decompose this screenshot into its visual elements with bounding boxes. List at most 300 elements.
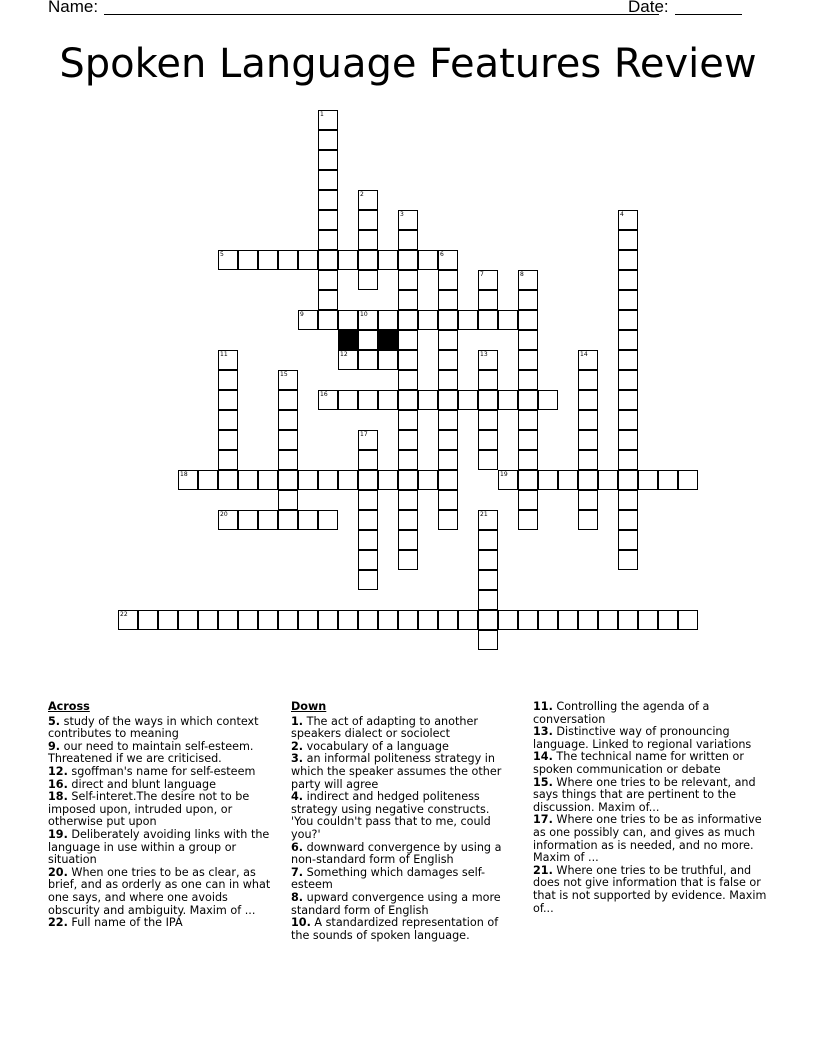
clue-item bbox=[533, 726, 769, 751]
grid-cell[interactable] bbox=[438, 310, 458, 330]
grid-cell[interactable] bbox=[478, 410, 498, 430]
clue-item bbox=[291, 716, 509, 741]
grid-cell-blocked bbox=[338, 330, 358, 350]
grid-cell[interactable] bbox=[618, 470, 638, 490]
grid-cell[interactable] bbox=[278, 490, 298, 510]
clue-item bbox=[533, 865, 769, 915]
grid-cell[interactable] bbox=[418, 390, 438, 410]
grid-cell-blocked bbox=[378, 330, 398, 350]
grid-cell[interactable] bbox=[358, 530, 378, 550]
grid-cell[interactable] bbox=[318, 110, 338, 130]
grid-cell[interactable] bbox=[438, 510, 458, 530]
grid-cell[interactable] bbox=[398, 310, 418, 330]
clue-item-number: 14. bbox=[533, 750, 553, 764]
clue-item bbox=[291, 867, 509, 892]
grid-cell[interactable] bbox=[398, 330, 418, 350]
grid-cell[interactable] bbox=[498, 310, 518, 330]
grid-cell[interactable] bbox=[678, 610, 698, 630]
grid-cell[interactable] bbox=[178, 610, 198, 630]
grid-cell[interactable] bbox=[438, 270, 458, 290]
grid-cell[interactable] bbox=[278, 370, 298, 390]
grid-cell[interactable] bbox=[578, 430, 598, 450]
grid-cell[interactable] bbox=[438, 410, 458, 430]
down-heading: Down bbox=[291, 700, 327, 713]
grid-cell[interactable] bbox=[518, 470, 538, 490]
clue-number: 7 bbox=[480, 271, 484, 278]
grid-cell[interactable] bbox=[478, 270, 498, 290]
clue-item-text: vocabulary of a language bbox=[306, 739, 449, 753]
clue-item-number: 17. bbox=[533, 813, 553, 827]
clue-item-number: 7. bbox=[291, 865, 304, 879]
across-clues bbox=[48, 701, 280, 930]
grid-cell[interactable] bbox=[518, 510, 538, 530]
down-clues-continued bbox=[533, 701, 769, 915]
grid-cell[interactable] bbox=[618, 330, 638, 350]
grid-cell[interactable] bbox=[478, 430, 498, 450]
grid-cell[interactable] bbox=[318, 150, 338, 170]
grid-cell[interactable] bbox=[438, 370, 458, 390]
grid-cell[interactable] bbox=[218, 410, 238, 430]
grid-cell[interactable] bbox=[358, 470, 378, 490]
clue-item bbox=[48, 917, 280, 930]
clue-item-number: 21. bbox=[533, 863, 553, 877]
grid-cell[interactable] bbox=[578, 390, 598, 410]
grid-cell[interactable] bbox=[158, 610, 178, 630]
grid-cell[interactable] bbox=[278, 610, 298, 630]
grid-cell[interactable] bbox=[538, 610, 558, 630]
clue-item-text: When one tries to be as clear, as brief, and as orderly as one can in what one says, and where one avoids obscurity and ambiguity. Maxim of ... bbox=[48, 865, 271, 917]
clue-number: 13 bbox=[480, 351, 488, 358]
grid-cell[interactable] bbox=[618, 290, 638, 310]
grid-cell[interactable] bbox=[398, 350, 418, 370]
page-title: Spoken Language Features Review bbox=[59, 41, 757, 87]
grid-cell[interactable] bbox=[438, 430, 458, 450]
clue-item-number: 16. bbox=[48, 777, 68, 791]
grid-cell[interactable] bbox=[398, 550, 418, 570]
clue-number: 14 bbox=[580, 351, 588, 358]
grid-cell[interactable] bbox=[598, 470, 618, 490]
grid-cell[interactable] bbox=[438, 470, 458, 490]
grid-cell[interactable] bbox=[618, 270, 638, 290]
grid-cell[interactable] bbox=[318, 310, 338, 330]
grid-cell[interactable] bbox=[358, 310, 378, 330]
grid-cell[interactable] bbox=[278, 250, 298, 270]
clue-item bbox=[48, 791, 280, 829]
grid-cell[interactable] bbox=[418, 250, 438, 270]
grid-cell[interactable] bbox=[358, 550, 378, 570]
grid-cell[interactable] bbox=[398, 530, 418, 550]
grid-cell[interactable] bbox=[478, 610, 498, 630]
grid-cell[interactable] bbox=[398, 610, 418, 630]
grid-cell[interactable] bbox=[338, 310, 358, 330]
grid-cell[interactable] bbox=[638, 610, 658, 630]
grid-cell[interactable] bbox=[478, 510, 498, 530]
grid-cell[interactable] bbox=[478, 310, 498, 330]
grid-cell[interactable] bbox=[618, 490, 638, 510]
clue-item bbox=[291, 917, 509, 942]
grid-cell[interactable] bbox=[298, 610, 318, 630]
grid-cell[interactable] bbox=[418, 470, 438, 490]
clue-item-number: 10. bbox=[291, 916, 311, 930]
clue-item-number: 18. bbox=[48, 790, 68, 804]
grid-cell[interactable] bbox=[378, 310, 398, 330]
grid-cell[interactable] bbox=[418, 610, 438, 630]
grid-cell[interactable] bbox=[518, 290, 538, 310]
grid-cell[interactable] bbox=[518, 350, 538, 370]
grid-cell[interactable] bbox=[438, 290, 458, 310]
clue-item-text: Controlling the agenda of a conversation bbox=[533, 700, 710, 726]
grid-cell[interactable] bbox=[298, 510, 318, 530]
grid-cell[interactable] bbox=[518, 310, 538, 330]
grid-cell[interactable] bbox=[618, 450, 638, 470]
grid-cell[interactable] bbox=[458, 310, 478, 330]
grid-cell[interactable] bbox=[618, 510, 638, 530]
grid-cell[interactable] bbox=[338, 610, 358, 630]
grid-cell[interactable] bbox=[218, 250, 238, 270]
grid-cell[interactable] bbox=[458, 390, 478, 410]
grid-cell[interactable] bbox=[218, 450, 238, 470]
grid-cell[interactable] bbox=[358, 350, 378, 370]
grid-cell[interactable] bbox=[538, 470, 558, 490]
grid-cell[interactable] bbox=[618, 610, 638, 630]
grid-cell[interactable] bbox=[258, 250, 278, 270]
clue-item bbox=[48, 829, 280, 867]
grid-cell[interactable] bbox=[478, 390, 498, 410]
clue-number: 18 bbox=[180, 471, 188, 478]
clue-number: 3 bbox=[400, 211, 404, 218]
clue-item-text: indirect and hedged politeness strategy using negative constructs. 'You couldn't pass that to me, could you?' bbox=[291, 790, 491, 841]
grid-cell[interactable] bbox=[478, 450, 498, 470]
grid-cell[interactable] bbox=[318, 130, 338, 150]
grid-cell[interactable] bbox=[318, 510, 338, 530]
grid-cell[interactable] bbox=[418, 310, 438, 330]
clue-number: 21 bbox=[480, 511, 488, 518]
down-clue-list-continued bbox=[533, 701, 769, 915]
clue-number: 10 bbox=[360, 311, 368, 318]
clue-item-text: Where one tries to be relevant, and says things that are pertinent to the discussion. Maxim of... bbox=[533, 775, 756, 814]
grid-cell[interactable] bbox=[378, 350, 398, 370]
grid-cell[interactable] bbox=[318, 390, 338, 410]
clue-number: 11 bbox=[220, 351, 228, 358]
clue-item bbox=[48, 716, 280, 741]
grid-cell[interactable] bbox=[358, 610, 378, 630]
grid-cell[interactable] bbox=[298, 310, 318, 330]
grid-cell[interactable] bbox=[478, 630, 498, 650]
clue-item-text: our need to maintain self-esteem. Threatened if we are criticised. bbox=[48, 739, 254, 766]
clue-number: 1 bbox=[320, 111, 324, 118]
grid-cell[interactable] bbox=[398, 510, 418, 530]
grid-cell[interactable] bbox=[258, 510, 278, 530]
grid-cell[interactable] bbox=[518, 410, 538, 430]
clue-item-text: A standardized representation of the sounds of spoken language. bbox=[291, 916, 499, 942]
grid-cell[interactable] bbox=[358, 510, 378, 530]
clue-item bbox=[533, 814, 769, 864]
clue-item-number: 13. bbox=[533, 725, 553, 739]
clue-item-number: 22. bbox=[48, 916, 68, 930]
grid-cell[interactable] bbox=[658, 610, 678, 630]
clue-item-text: Deliberately avoiding links with the language in use within a group or situation bbox=[48, 827, 270, 867]
clue-item-text: Distinctive way of pronouncing language. Linked to regional variations bbox=[533, 725, 752, 751]
grid-cell[interactable] bbox=[278, 470, 298, 490]
down-clues bbox=[291, 701, 509, 942]
clue-item-text: an informal politeness strategy in which the speaker assumes the other party will agree bbox=[291, 752, 502, 791]
grid-cell[interactable] bbox=[578, 510, 598, 530]
grid-cell[interactable] bbox=[358, 330, 378, 350]
grid-cell[interactable] bbox=[258, 610, 278, 630]
grid-cell[interactable] bbox=[278, 450, 298, 470]
grid-cell[interactable] bbox=[398, 390, 418, 410]
grid-cell[interactable] bbox=[318, 610, 338, 630]
grid-cell[interactable] bbox=[218, 510, 238, 530]
grid-cell[interactable] bbox=[438, 330, 458, 350]
clue-item-text: direct and blunt language bbox=[71, 777, 216, 791]
clue-item-number: 4. bbox=[291, 790, 304, 804]
across-clue-list bbox=[48, 716, 280, 930]
grid-cell[interactable] bbox=[498, 610, 518, 630]
clue-item bbox=[533, 777, 769, 815]
clue-item bbox=[291, 842, 509, 867]
grid-cell[interactable] bbox=[318, 270, 338, 290]
grid-cell[interactable] bbox=[678, 470, 698, 490]
date-label: Date: bbox=[628, 0, 669, 16]
grid-cell[interactable] bbox=[458, 610, 478, 630]
clue-item-text: sgoffman's name for self-esteem bbox=[71, 764, 256, 778]
grid-cell[interactable] bbox=[478, 370, 498, 390]
clue-number: 4 bbox=[620, 211, 624, 218]
grid-cell[interactable] bbox=[538, 390, 558, 410]
grid-cell[interactable] bbox=[518, 270, 538, 290]
grid-cell[interactable] bbox=[578, 410, 598, 430]
grid-cell[interactable] bbox=[578, 450, 598, 470]
grid-cell[interactable] bbox=[378, 610, 398, 630]
grid-cell[interactable] bbox=[398, 490, 418, 510]
grid-cell[interactable] bbox=[378, 470, 398, 490]
clue-item-number: 19. bbox=[48, 827, 68, 841]
grid-cell[interactable] bbox=[258, 470, 278, 490]
grid-cell[interactable] bbox=[338, 350, 358, 370]
grid-cell[interactable] bbox=[238, 510, 258, 530]
grid-cell[interactable] bbox=[358, 430, 378, 450]
clue-item-number: 2. bbox=[291, 739, 304, 753]
grid-cell[interactable] bbox=[518, 490, 538, 510]
grid-cell[interactable] bbox=[398, 270, 418, 290]
clue-item bbox=[48, 741, 280, 766]
grid-cell[interactable] bbox=[638, 470, 658, 490]
grid-cell[interactable] bbox=[578, 490, 598, 510]
grid-cell[interactable] bbox=[618, 350, 638, 370]
clue-item-number: 1. bbox=[291, 714, 304, 728]
grid-cell[interactable] bbox=[438, 610, 458, 630]
grid-cell[interactable] bbox=[318, 190, 338, 210]
grid-cell[interactable] bbox=[338, 250, 358, 270]
grid-cell[interactable] bbox=[398, 410, 418, 430]
clue-item-number: 20. bbox=[48, 865, 68, 879]
grid-cell[interactable] bbox=[618, 310, 638, 330]
grid-cell[interactable] bbox=[238, 250, 258, 270]
grid-cell[interactable] bbox=[478, 350, 498, 370]
grid-cell[interactable] bbox=[498, 390, 518, 410]
grid-cell[interactable] bbox=[618, 410, 638, 430]
grid-cell[interactable] bbox=[518, 330, 538, 350]
grid-cell[interactable] bbox=[438, 490, 458, 510]
grid-cell[interactable] bbox=[198, 610, 218, 630]
clue-item-text: Full name of the IPA bbox=[71, 916, 183, 930]
clue-item-text: Something which damages self-esteem bbox=[291, 865, 486, 892]
grid-cell[interactable] bbox=[558, 610, 578, 630]
clue-number: 15 bbox=[280, 371, 288, 378]
clue-number: 9 bbox=[300, 311, 304, 318]
grid-cell[interactable] bbox=[378, 250, 398, 270]
grid-cell[interactable] bbox=[218, 430, 238, 450]
clue-item-number: 6. bbox=[291, 840, 304, 854]
grid-cell[interactable] bbox=[658, 470, 678, 490]
grid-cell[interactable] bbox=[218, 610, 238, 630]
grid-cell[interactable] bbox=[518, 390, 538, 410]
grid-cell[interactable] bbox=[518, 370, 538, 390]
grid-cell[interactable] bbox=[618, 250, 638, 270]
grid-cell[interactable] bbox=[338, 390, 358, 410]
grid-cell[interactable] bbox=[238, 470, 258, 490]
grid-cell[interactable] bbox=[598, 610, 618, 630]
clue-item-number: 11. bbox=[533, 700, 553, 713]
grid-cell[interactable] bbox=[618, 390, 638, 410]
clue-number: 20 bbox=[220, 511, 228, 518]
grid-cell[interactable] bbox=[558, 470, 578, 490]
grid-cell[interactable] bbox=[298, 470, 318, 490]
grid-cell[interactable] bbox=[318, 170, 338, 190]
grid-cell[interactable] bbox=[618, 230, 638, 250]
grid-cell[interactable] bbox=[398, 250, 418, 270]
clue-item-number: 5. bbox=[48, 714, 61, 728]
clue-number: 16 bbox=[320, 391, 328, 398]
grid-cell[interactable] bbox=[218, 470, 238, 490]
grid-cell[interactable] bbox=[618, 550, 638, 570]
grid-cell[interactable] bbox=[398, 430, 418, 450]
grid-cell[interactable] bbox=[358, 570, 378, 590]
grid-cell[interactable] bbox=[518, 430, 538, 450]
grid-cell[interactable] bbox=[358, 270, 378, 290]
clue-item-text: downward convergence by using a non-standard form of English bbox=[291, 840, 502, 867]
clue-item bbox=[48, 867, 280, 917]
clue-item-number: 12. bbox=[48, 764, 68, 778]
grid-cell[interactable] bbox=[618, 370, 638, 390]
clue-item-text: The act of adapting to another speakers dialect or sociolect bbox=[291, 714, 478, 741]
grid-cell[interactable] bbox=[398, 470, 418, 490]
clue-number: 22 bbox=[120, 611, 128, 618]
grid-cell[interactable] bbox=[478, 550, 498, 570]
grid-cell[interactable] bbox=[438, 450, 458, 470]
grid-cell[interactable] bbox=[398, 370, 418, 390]
grid-cell[interactable] bbox=[358, 210, 378, 230]
grid-cell[interactable] bbox=[578, 470, 598, 490]
clue-item bbox=[533, 701, 769, 726]
clue-number: 19 bbox=[500, 471, 508, 478]
grid-cell[interactable] bbox=[298, 250, 318, 270]
clue-item-number: 3. bbox=[291, 752, 304, 766]
grid-cell[interactable] bbox=[398, 230, 418, 250]
clue-item-text: upward convergence using a more standard form of English bbox=[291, 890, 501, 917]
grid-cell[interactable] bbox=[358, 190, 378, 210]
grid-cell[interactable] bbox=[178, 470, 198, 490]
clue-number: 2 bbox=[360, 191, 364, 198]
clue-number: 8 bbox=[520, 271, 524, 278]
clue-number: 5 bbox=[220, 251, 224, 258]
clue-number: 6 bbox=[440, 251, 444, 258]
grid-cell[interactable] bbox=[198, 470, 218, 490]
grid-cell[interactable] bbox=[518, 610, 538, 630]
clue-item-text: study of the ways in which context contributes to meaning bbox=[48, 714, 259, 741]
grid-cell[interactable] bbox=[138, 610, 158, 630]
grid-cell[interactable] bbox=[118, 610, 138, 630]
grid-cell[interactable] bbox=[358, 490, 378, 510]
grid-cell[interactable] bbox=[278, 410, 298, 430]
name-label: Name: bbox=[48, 0, 99, 16]
grid-cell[interactable] bbox=[618, 430, 638, 450]
clue-item bbox=[533, 751, 769, 776]
grid-cell[interactable] bbox=[218, 390, 238, 410]
clue-item-text: Self-interet.The desire not to be imposed upon, intruded upon, or otherwise put upon bbox=[48, 790, 250, 829]
grid-cell[interactable] bbox=[278, 390, 298, 410]
clue-item bbox=[291, 791, 509, 841]
clue-item-text: Where one tries to be as informative as one possibly can, and gives as much information as is needed, and no more. Maxim of ... bbox=[533, 813, 762, 865]
clue-item-text: The technical name for written or spoken communication or debate bbox=[533, 750, 744, 776]
grid-cell[interactable] bbox=[338, 470, 358, 490]
grid-cell[interactable] bbox=[478, 530, 498, 550]
across-heading: Across bbox=[48, 700, 90, 713]
grid-cell[interactable] bbox=[438, 350, 458, 370]
clue-item-number: 8. bbox=[291, 890, 304, 904]
clue-item bbox=[291, 892, 509, 917]
clue-item bbox=[291, 753, 509, 791]
grid-cell[interactable] bbox=[358, 390, 378, 410]
grid-cell[interactable] bbox=[318, 210, 338, 230]
grid-cell[interactable] bbox=[518, 450, 538, 470]
clue-number: 17 bbox=[360, 431, 368, 438]
grid-cell[interactable] bbox=[438, 250, 458, 270]
grid-cell[interactable] bbox=[218, 370, 238, 390]
grid-cell[interactable] bbox=[238, 610, 258, 630]
grid-cell[interactable] bbox=[318, 290, 338, 310]
grid-cell[interactable] bbox=[358, 230, 378, 250]
grid-cell[interactable] bbox=[378, 390, 398, 410]
grid-cell[interactable] bbox=[618, 210, 638, 230]
grid-cell[interactable] bbox=[578, 610, 598, 630]
grid-cell[interactable] bbox=[318, 470, 338, 490]
grid-cell[interactable] bbox=[498, 470, 518, 490]
grid-cell[interactable] bbox=[578, 350, 598, 370]
grid-cell[interactable] bbox=[318, 250, 338, 270]
grid-cell[interactable] bbox=[358, 250, 378, 270]
grid-cell[interactable] bbox=[278, 430, 298, 450]
grid-cell[interactable] bbox=[398, 450, 418, 470]
clue-number: 12 bbox=[340, 351, 348, 358]
grid-cell[interactable] bbox=[578, 370, 598, 390]
clue-item-number: 15. bbox=[533, 775, 553, 789]
grid-cell[interactable] bbox=[358, 450, 378, 470]
grid-cell[interactable] bbox=[478, 570, 498, 590]
grid-cell[interactable] bbox=[218, 350, 238, 370]
grid-cell[interactable] bbox=[438, 390, 458, 410]
grid-cell[interactable] bbox=[398, 210, 418, 230]
grid-cell[interactable] bbox=[278, 510, 298, 530]
grid-cell[interactable] bbox=[478, 590, 498, 610]
grid-cell[interactable] bbox=[478, 290, 498, 310]
grid-cell[interactable] bbox=[618, 530, 638, 550]
grid-cell[interactable] bbox=[318, 230, 338, 250]
down-clue-list bbox=[291, 716, 509, 943]
grid-cell[interactable] bbox=[398, 290, 418, 310]
clue-item-text: Where one tries to be truthful, and does not give information that is false or that is not supported by evidence. Maxim of... bbox=[533, 863, 767, 915]
